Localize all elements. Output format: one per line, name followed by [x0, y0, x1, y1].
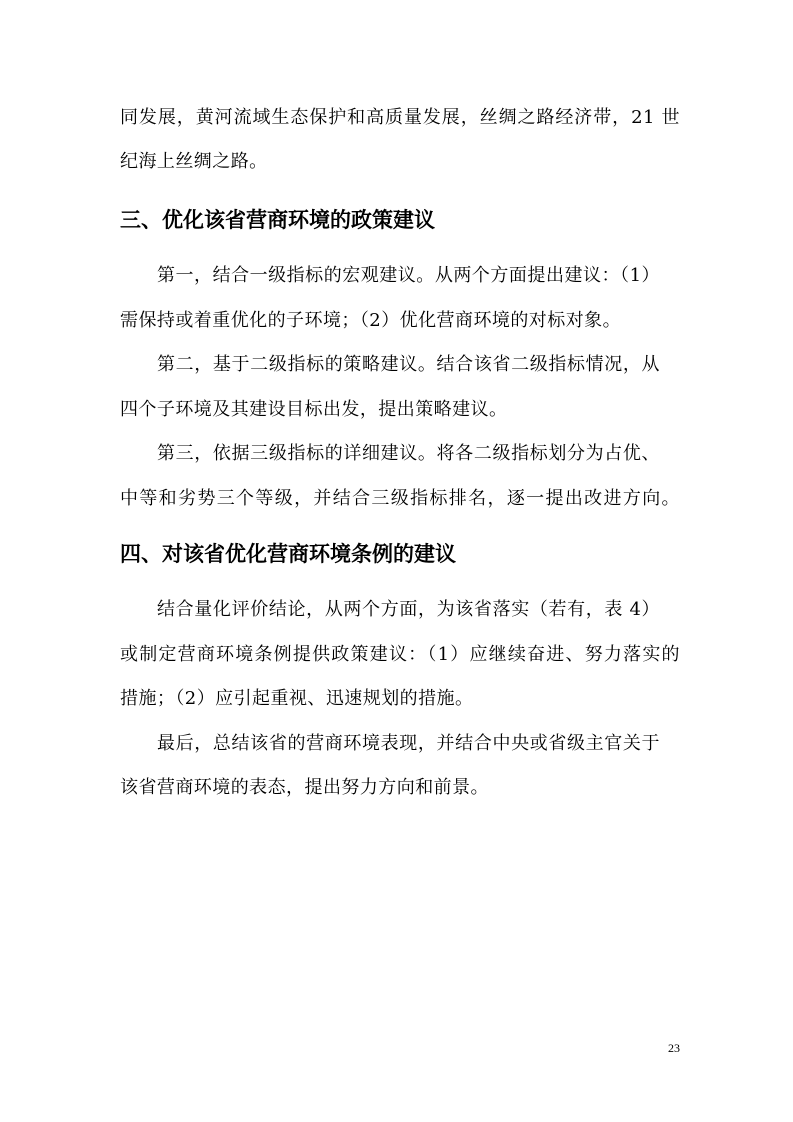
section-3-para-1-line-2: 需保持或着重优化的子环境；（2）优化营商环境的对标对象。	[120, 310, 622, 331]
section-3-para-2-line-1: 第二，基于二级指标的策略建议。结合该省二级指标情况，从	[157, 354, 660, 375]
section-3-heading: 三、优化该省营商环境的政策建议	[120, 208, 435, 232]
continuation-line-2: 纪海上丝绸之路。	[120, 151, 268, 172]
continuation-line-1: 同发展，黄河流域生态保护和高质量发展，丝绸之路经济带，21 世	[120, 107, 680, 128]
page-number: 23	[668, 1041, 680, 1055]
section-4-para-2-line-1: 最后，总结该省的营商环境表现，并结合中央或省级主官关于	[157, 733, 660, 754]
section-3-para-3-line-2: 中等和劣势三个等级，并结合三级指标排名，逐一提出改进方向。	[120, 488, 680, 509]
section-3-para-2-line-2: 四个子环境及其建设目标出发，提出策略建议。	[120, 399, 508, 420]
section-3-para-3-line-1: 第三，依据三级指标的详细建议。将各二级指标划分为占优、	[157, 443, 660, 464]
section-4-para-2-line-2: 该省营商环境的表态，提出努力方向和前景。	[120, 777, 489, 798]
section-4-para-1-line-2: 或制定营商环境条例提供政策建议：（1）应继续奋进、努力落实的	[120, 644, 680, 665]
section-4-para-1-line-3: 措施；（2）应引起重视、迅速规划的措施。	[120, 688, 474, 709]
section-4-heading: 四、对该省优化营商环境条例的建议	[120, 542, 456, 566]
section-4-para-1-line-1: 结合量化评价结论，从两个方面，为该省落实（若有，表 4）	[157, 599, 660, 620]
section-3-para-1-line-1: 第一，结合一级指标的宏观建议。从两个方面提出建议：（1）	[157, 265, 660, 286]
